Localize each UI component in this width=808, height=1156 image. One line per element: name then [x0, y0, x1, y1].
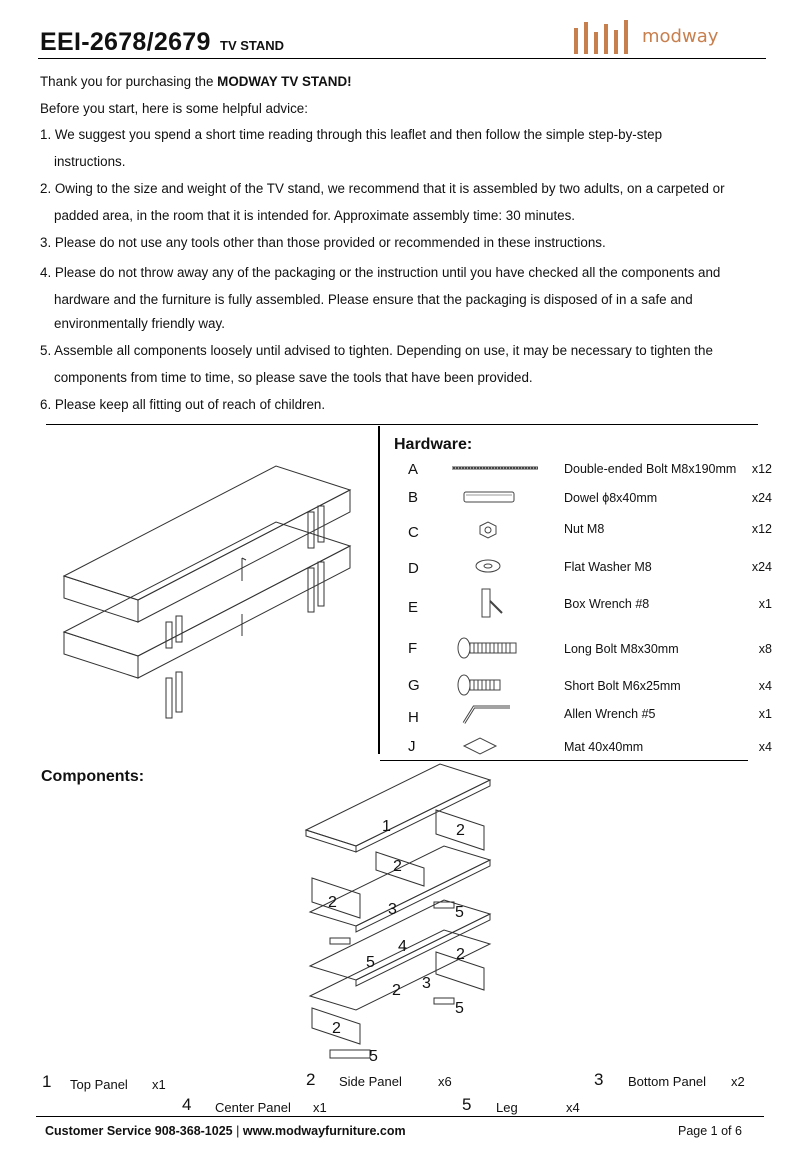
document-type: TV STAND [220, 38, 285, 53]
thank-you-line: Thank you for purchasing the MODWAY TV STAND! [40, 74, 352, 89]
components-title: Components: [41, 768, 145, 785]
section-rule [46, 424, 758, 425]
hardware-item-a: A Double-ended Bolt M8x190mm x12 [380, 459, 780, 489]
page-number: Page 1 of 6 [678, 1124, 742, 1138]
washer-icon [450, 554, 540, 580]
website-link[interactable]: www.modwayfurniture.com [242, 1124, 406, 1138]
callout-2c: 2 [328, 894, 337, 911]
callout-3b: 3 [422, 975, 431, 992]
callout-2b: 2 [393, 858, 402, 875]
callout-2a: 2 [456, 822, 465, 839]
double-ended-bolt-icon [450, 457, 540, 483]
hardware-item-c: C Nut M8 x12 [380, 522, 780, 552]
part-leg: 5 Leg x4 [462, 1095, 580, 1115]
hardware-item-j: J Mat 40x40mm x4 [380, 738, 780, 768]
part-bottom-panel: 3 Bottom Panel x2 [594, 1070, 745, 1089]
hardware-item-h: H Allen Wrench #5 x1 [380, 707, 780, 737]
callout-2d: 2 [456, 946, 465, 963]
hardware-item-b: B Dowel ϕ8x40mm x24 [380, 489, 780, 519]
brand-name: modway [642, 26, 719, 47]
part-center-panel: 4 Center Panel x1 [182, 1095, 327, 1115]
callout-2e: 2 [392, 982, 401, 999]
callout-5b: 5 [366, 954, 375, 971]
model-number: EEI-2678/2679 [40, 28, 211, 56]
footer-rule [36, 1116, 764, 1117]
customer-service: Customer Service 908-368-1025 [45, 1124, 233, 1138]
hardware-rule [380, 760, 748, 761]
nut-icon [450, 518, 540, 544]
advice-line: Before you start, here is some helpful advice: [40, 101, 308, 116]
hardware-item-e: E Box Wrench #8 x1 [380, 597, 780, 627]
header-rule [38, 58, 766, 59]
mat-icon [450, 732, 540, 758]
hardware-title: Hardware: [394, 436, 473, 453]
box-wrench-icon [450, 587, 540, 621]
part-top-panel: 1 Top Panel x1 [42, 1072, 166, 1092]
short-bolt-icon [450, 673, 540, 699]
dowel-icon [450, 485, 540, 511]
callout-5c: 5 [455, 1000, 464, 1017]
callout-2f: 2 [332, 1020, 341, 1037]
callout-1: 1 [382, 818, 391, 835]
hardware-item-d: D Flat Washer M8 x24 [380, 558, 780, 588]
footer-contact: Customer Service 908-368-1025 | www.modwayfurniture.com [45, 1124, 406, 1138]
part-side-panel: 2 Side Panel x6 [306, 1070, 452, 1089]
callout-3a: 3 [388, 901, 397, 918]
tv-stand-illustration [56, 446, 366, 726]
allen-wrench-icon [450, 701, 540, 727]
hardware-item-f: F Long Bolt M8x30mm x8 [380, 638, 780, 668]
exploded-assembly-diagram [300, 762, 500, 1068]
callout-4: 4 [398, 938, 407, 955]
hardware-item-g: G Short Bolt M6x25mm x4 [380, 675, 780, 705]
callout-5a: 5 [455, 904, 464, 921]
callout-5d: 5 [369, 1048, 378, 1065]
long-bolt-icon [450, 636, 540, 662]
